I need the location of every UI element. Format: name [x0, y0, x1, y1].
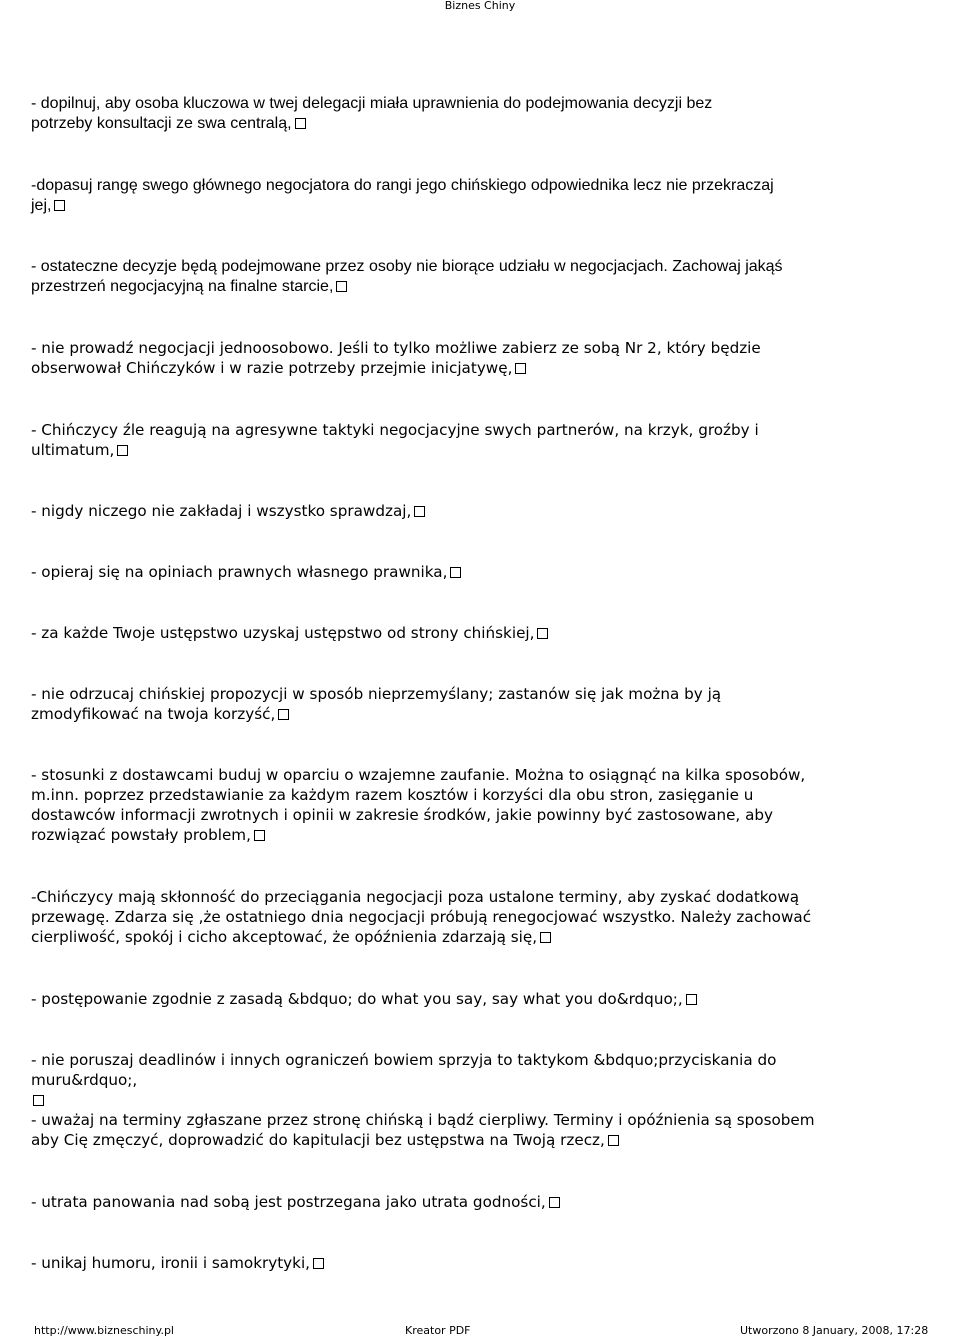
missing-glyph-box-icon: [254, 830, 265, 841]
text-line: zmodyfikować na twoja korzyść,: [31, 705, 276, 723]
missing-glyph-box-icon: [537, 628, 548, 639]
list-item: [31, 338, 931, 378]
missing-glyph-box-icon: [336, 281, 347, 292]
list-item: [31, 1253, 931, 1273]
missing-glyph-box-icon: [117, 445, 128, 456]
page-footer: [0, 1324, 960, 1338]
missing-glyph-box-icon: [549, 1197, 560, 1208]
missing-glyph-box-icon: [278, 709, 289, 720]
missing-glyph-box-icon: [450, 567, 461, 578]
text-line: - za każde Twoje ustępstwo uzyskaj ustępstwo od strony chińskiej,: [31, 624, 535, 642]
missing-glyph-box-icon: [608, 1135, 619, 1146]
text-line: m.inn. poprzez przedstawianie za każdym razem kosztów i korzyści dla obu stron, zasięganie u: [31, 786, 754, 804]
missing-glyph-box-icon: [295, 118, 306, 129]
text-line: ultimatum,: [31, 441, 115, 459]
text-line: potrzeby konsultacji ze swa centralą,: [31, 115, 292, 132]
text-line: - dopilnuj, aby osoba kluczowa w twej delegacji miała uprawnienia do podejmowania decyzji bez: [31, 95, 713, 112]
text-line: - nie prowadź negocjacji jednoosobowo. Jeśli to tylko możliwe zabierz ze sobą Nr 2, który będzie: [31, 339, 761, 357]
list-item: [31, 562, 931, 582]
text-line: jej,: [31, 197, 52, 214]
page-header-title: Biznes Chiny: [444, 0, 516, 12]
missing-glyph-box-icon: [414, 506, 425, 517]
list-item: [31, 1050, 931, 1090]
list-item: [31, 420, 931, 460]
footer-creator: Kreator PDF: [405, 1324, 471, 1337]
text-line: obserwował Chińczyków i w razie potrzeby przejmie inicjatywę,: [31, 359, 513, 377]
list-item: [31, 623, 931, 643]
footer-created-date: Utworzono 8 January, 2008, 17:28: [740, 1324, 929, 1337]
text-line: - ostateczne decyzje będą podejmowane przez osoby nie biorące udziału w negocjacjach. Zachowaj jakąś: [31, 258, 783, 275]
text-line: - utrata panowania nad sobą jest postrzegana jako utrata godności,: [31, 1193, 546, 1211]
text-line: - nie poruszaj deadlinów i innych ograniczeń bowiem sprzyja to taktykom &bdquo;przyciskania do: [31, 1051, 777, 1069]
list-item: [31, 684, 931, 724]
text-line: cierpliwość, spokój i cicho akceptować, że opóźnienia zdarzają się,: [31, 928, 538, 946]
text-line: dostawców informacji zwrotnych i opinii w zakresie środków, jakie powinny być zastosowane, aby: [31, 806, 774, 824]
text-line: - nie odrzucaj chińskiej propozycji w sposób nieprzemyślany; zastanów się jak można by ją: [31, 685, 722, 703]
list-item: [31, 989, 931, 1009]
list-item: [31, 501, 931, 521]
text-line: przewagę. Zdarza się ,że ostatniego dnia negocjacji próbują renegocjować wszystko. Należy zachować: [31, 908, 812, 926]
list-item: [31, 257, 931, 297]
list-item: [31, 765, 931, 845]
missing-glyph-box-icon: [686, 994, 697, 1005]
text-line: - opieraj się na opiniach prawnych własnego prawnika,: [31, 563, 448, 581]
text-line: - unikaj humoru, ironii i samokrytyki,: [31, 1254, 311, 1272]
missing-glyph-box-icon: [540, 932, 551, 943]
text-line: - postępowanie zgodnie z zasadą &bdquo; do what you say, say what you do&rdquo;,: [31, 990, 683, 1008]
text-line: aby Cię zmęczyć, doprowadzić do kapitulacji bez ustępstwa na Twoją rzecz,: [31, 1131, 605, 1149]
text-line: - Chińczycy źle reagują na agresywne taktyki negocjacyjne swych partnerów, na krzyk, groźby i: [31, 421, 759, 439]
list-item: [31, 887, 931, 947]
missing-glyph-box-icon: [515, 363, 526, 374]
list-item: [31, 176, 931, 216]
missing-glyph-box-icon: [313, 1258, 324, 1269]
missing-glyph-box-icon: [54, 200, 65, 211]
list-item: [31, 94, 931, 134]
text-line: przestrzeń negocjacyjną na finalne starcie,: [31, 278, 334, 295]
text-line: -dopasuj rangę swego głównego negocjatora do rangi jego chińskiego odpowiednika lecz nie przekraczaj: [31, 177, 774, 194]
list-item: [31, 1090, 931, 1150]
list-item: [31, 1192, 931, 1212]
text-line: - stosunki z dostawcami buduj w oparciu o wzajemne zaufanie. Można to osiągnąć na kilka sposobów,: [31, 766, 806, 784]
text-line: - nigdy niczego nie zakładaj i wszystko sprawdzaj,: [31, 502, 412, 520]
footer-url-link[interactable]: http://www.bizneschiny.pl: [34, 1324, 174, 1337]
text-line: - uważaj na terminy zgłaszane przez stronę chińską i bądź cierpliwy. Terminy i opóźnienia są sposobem: [31, 1111, 815, 1129]
text-line: rozwiązać powstały problem,: [31, 826, 251, 844]
text-line: muru&rdquo;,: [31, 1071, 138, 1089]
text-line: -Chińczycy mają skłonność do przeciągania negocjacji poza ustalone terminy, aby zyskać dodatkową: [31, 888, 800, 906]
missing-glyph-box-icon: [33, 1095, 44, 1106]
